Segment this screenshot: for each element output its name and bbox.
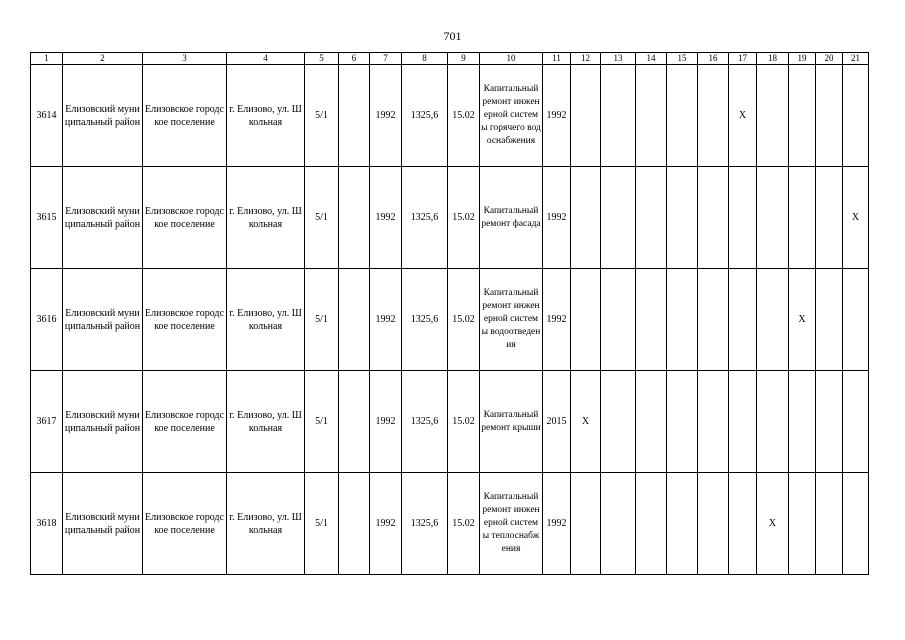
column-number-7: 7 (370, 53, 402, 65)
registry-table (30, 52, 869, 575)
cell-col-6 (339, 65, 370, 167)
column-number-13: 13 (601, 53, 636, 65)
cell-col-16 (698, 65, 729, 167)
cell-col-9: 15.02 (448, 269, 480, 371)
cell-col-21 (843, 473, 869, 575)
cell-col-12: X (571, 371, 601, 473)
cell-col-21 (843, 371, 869, 473)
cell-col-16 (698, 371, 729, 473)
cell-col-13 (601, 65, 636, 167)
cell-col-12 (571, 473, 601, 575)
cell-col-13 (601, 167, 636, 269)
cell-col-20 (816, 473, 843, 575)
cell-col-13 (601, 473, 636, 575)
cell-col-18 (757, 269, 789, 371)
cell-col-15 (667, 269, 698, 371)
cell-col-10: Капитальный ремонт инженерной системы горячего водоснабжения (480, 65, 543, 167)
column-number-12: 12 (571, 53, 601, 65)
cell-col-14 (636, 269, 667, 371)
cell-col-17 (729, 167, 757, 269)
column-number-20: 20 (816, 53, 843, 65)
cell-col-11: 1992 (543, 269, 571, 371)
cell-col-2: Елизовский муниципальный район (63, 473, 143, 575)
cell-col-18 (757, 65, 789, 167)
cell-col-14 (636, 473, 667, 575)
cell-col-3: Елизовское городское поселение (143, 473, 227, 575)
column-number-6: 6 (339, 53, 370, 65)
column-number-row (31, 53, 869, 65)
cell-col-1: 3616 (31, 269, 63, 371)
cell-col-6 (339, 269, 370, 371)
column-number-1: 1 (31, 53, 63, 65)
column-number-3: 3 (143, 53, 227, 65)
cell-col-18 (757, 371, 789, 473)
table-row (31, 65, 869, 167)
column-number-11: 11 (543, 53, 571, 65)
cell-col-6 (339, 167, 370, 269)
cell-col-15 (667, 167, 698, 269)
cell-col-8: 1325,6 (402, 473, 448, 575)
cell-col-2: Елизовский муниципальный район (63, 371, 143, 473)
column-number-18: 18 (757, 53, 789, 65)
table-row (31, 473, 869, 575)
column-number-17: 17 (729, 53, 757, 65)
column-number-10: 10 (480, 53, 543, 65)
cell-col-15 (667, 473, 698, 575)
cell-col-9: 15.02 (448, 167, 480, 269)
cell-col-14 (636, 167, 667, 269)
column-number-2: 2 (63, 53, 143, 65)
cell-col-16 (698, 473, 729, 575)
cell-col-1: 3614 (31, 65, 63, 167)
cell-col-4: г. Елизово, ул. Школьная (227, 65, 305, 167)
cell-col-5: 5/1 (305, 371, 339, 473)
column-number-9: 9 (448, 53, 480, 65)
cell-col-5: 5/1 (305, 269, 339, 371)
cell-col-19: X (789, 269, 816, 371)
cell-col-10: Капитальный ремонт крыши (480, 371, 543, 473)
page-number: 701 (443, 29, 462, 43)
column-number-14: 14 (636, 53, 667, 65)
cell-col-13 (601, 269, 636, 371)
cell-col-7: 1992 (370, 269, 402, 371)
cell-col-12 (571, 269, 601, 371)
cell-col-3: Елизовское городское поселение (143, 371, 227, 473)
cell-col-6 (339, 473, 370, 575)
cell-col-1: 3615 (31, 167, 63, 269)
column-number-21: 21 (843, 53, 869, 65)
cell-col-6 (339, 371, 370, 473)
cell-col-7: 1992 (370, 371, 402, 473)
cell-col-13 (601, 371, 636, 473)
table-row (31, 371, 869, 473)
table-row (31, 269, 869, 371)
cell-col-14 (636, 371, 667, 473)
cell-col-4: г. Елизово, ул. Школьная (227, 371, 305, 473)
cell-col-5: 5/1 (305, 473, 339, 575)
cell-col-10: Капитальный ремонт фасада (480, 167, 543, 269)
cell-col-15 (667, 65, 698, 167)
cell-col-12 (571, 167, 601, 269)
cell-col-3: Елизовское городское поселение (143, 167, 227, 269)
cell-col-19 (789, 371, 816, 473)
cell-col-5: 5/1 (305, 65, 339, 167)
cell-col-17 (729, 371, 757, 473)
column-number-5: 5 (305, 53, 339, 65)
cell-col-4: г. Елизово, ул. Школьная (227, 167, 305, 269)
cell-col-1: 3617 (31, 371, 63, 473)
column-number-15: 15 (667, 53, 698, 65)
cell-col-18: X (757, 473, 789, 575)
cell-col-18 (757, 167, 789, 269)
cell-col-20 (816, 371, 843, 473)
cell-col-17 (729, 269, 757, 371)
cell-col-8: 1325,6 (402, 269, 448, 371)
cell-col-7: 1992 (370, 167, 402, 269)
cell-col-20 (816, 269, 843, 371)
cell-col-9: 15.02 (448, 65, 480, 167)
cell-col-11: 1992 (543, 473, 571, 575)
cell-col-1: 3618 (31, 473, 63, 575)
cell-col-9: 15.02 (448, 473, 480, 575)
column-number-16: 16 (698, 53, 729, 65)
cell-col-15 (667, 371, 698, 473)
cell-col-3: Елизовское городское поселение (143, 269, 227, 371)
cell-col-8: 1325,6 (402, 371, 448, 473)
cell-col-11: 1992 (543, 167, 571, 269)
table-body (31, 53, 869, 575)
cell-col-2: Елизовский муниципальный район (63, 269, 143, 371)
cell-col-10: Капитальный ремонт инженерной системы водоотведения (480, 269, 543, 371)
cell-col-14 (636, 65, 667, 167)
cell-col-9: 15.02 (448, 371, 480, 473)
cell-col-16 (698, 167, 729, 269)
cell-col-8: 1325,6 (402, 65, 448, 167)
cell-col-21: X (843, 167, 869, 269)
cell-col-3: Елизовское городское поселение (143, 65, 227, 167)
cell-col-20 (816, 65, 843, 167)
cell-col-7: 1992 (370, 473, 402, 575)
cell-col-19 (789, 65, 816, 167)
cell-col-17: X (729, 65, 757, 167)
cell-col-11: 1992 (543, 65, 571, 167)
cell-col-10: Капитальный ремонт инженерной системы теплоснабжения (480, 473, 543, 575)
column-number-4: 4 (227, 53, 305, 65)
column-number-19: 19 (789, 53, 816, 65)
column-number-8: 8 (402, 53, 448, 65)
cell-col-5: 5/1 (305, 167, 339, 269)
cell-col-17 (729, 473, 757, 575)
cell-col-8: 1325,6 (402, 167, 448, 269)
cell-col-4: г. Елизово, ул. Школьная (227, 269, 305, 371)
cell-col-2: Елизовский муниципальный район (63, 65, 143, 167)
cell-col-19 (789, 473, 816, 575)
cell-col-11: 2015 (543, 371, 571, 473)
table-row (31, 167, 869, 269)
cell-col-21 (843, 65, 869, 167)
cell-col-16 (698, 269, 729, 371)
cell-col-4: г. Елизово, ул. Школьная (227, 473, 305, 575)
cell-col-7: 1992 (370, 65, 402, 167)
cell-col-2: Елизовский муниципальный район (63, 167, 143, 269)
cell-col-20 (816, 167, 843, 269)
cell-col-12 (571, 65, 601, 167)
cell-col-19 (789, 167, 816, 269)
cell-col-21 (843, 269, 869, 371)
